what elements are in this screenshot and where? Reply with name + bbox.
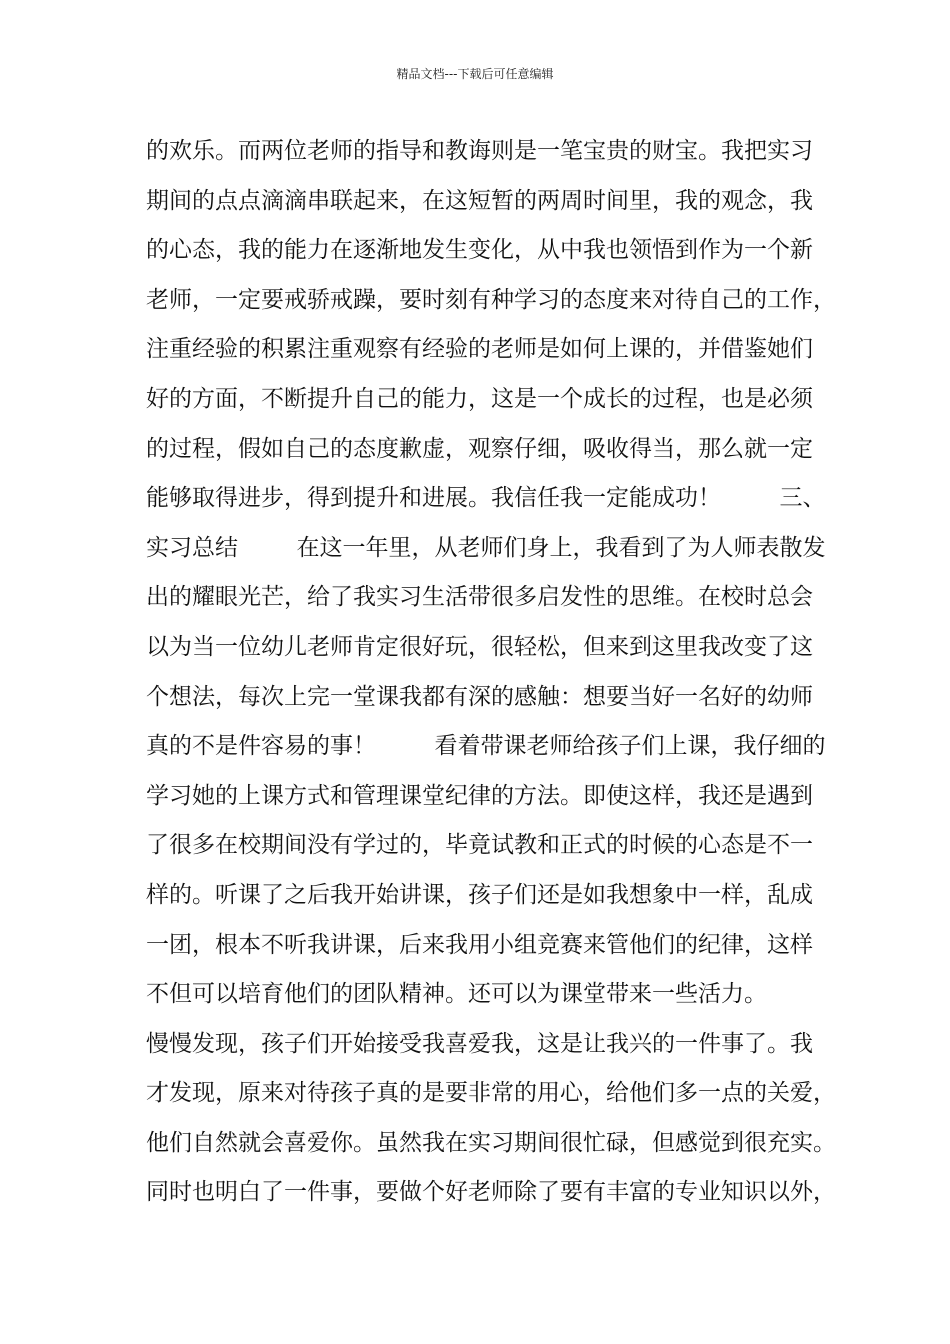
text-line: 实习总结 在这一年里，从老师们身上，我看到了为人师表散发 bbox=[146, 534, 826, 561]
text-line: 样的。听课了之后我开始讲课，孩子们还是如我想象中一样，乱成 bbox=[146, 881, 813, 908]
text-line: 慢慢发现，孩子们开始接受我喜爱我，这是让我兴的一件事了。我 bbox=[146, 1030, 813, 1057]
text-line: 老师，一定要戒骄戒躁，要时刻有种学习的态度来对待自己的工作， bbox=[146, 286, 836, 313]
text-line: 真的不是件容易的事！ 看着带课老师给孩子们上课，我仔细的 bbox=[146, 733, 826, 760]
text-line: 个想法，每次上完一堂课我都有深的感触：想要当好一名好的幼师 bbox=[146, 683, 813, 710]
text-line: 学习她的上课方式和管理课堂纪律的方法。即使这样，我还是遇到 bbox=[146, 782, 813, 809]
text-line: 了很多在校期间没有学过的，毕竟试教和正式的时候的心态是不一 bbox=[146, 832, 813, 859]
page-header: 精品文档---下载后可任意编辑 bbox=[396, 67, 554, 81]
text-line: 他们自然就会喜爱你。虽然我在实习期间很忙碌，但感觉到很充实。 bbox=[146, 1129, 836, 1156]
text-line: 的欢乐。而两位老师的指导和教诲则是一笔宝贵的财宝。我把实习 bbox=[146, 138, 813, 164]
text-line: 期间的点点滴滴串联起来，在这短暂的两周时间里，我的观念，我 bbox=[146, 187, 813, 214]
text-line: 注重经验的积累注重观察有经验的老师是如何上课的，并借鉴她们 bbox=[146, 336, 813, 363]
text-line: 出的耀眼光芒，给了我实习生活带很多启发性的思维。在校时总会 bbox=[146, 584, 813, 611]
body-text bbox=[146, 127, 836, 1218]
text-line: 的过程，假如自己的态度歉虚，观察仔细，吸收得当，那么就一定 bbox=[146, 435, 813, 462]
text-line: 不但可以培育他们的团队精神。还可以为课堂带来一些活力。 bbox=[146, 981, 767, 1008]
text-line: 的心态，我的能力在逐渐地发生变化，从中我也领悟到作为一个新 bbox=[146, 237, 813, 264]
text-line: 能够取得进步，得到提升和进展。我信任我一定能成功！ 三、 bbox=[146, 485, 826, 512]
text-line: 以为当一位幼儿老师肯定很好玩，很轻松，但来到这里我改变了这 bbox=[146, 633, 813, 660]
text-line: 才发现，原来对待孩子真的是要非常的用心，给他们多一点的关爱， bbox=[146, 1080, 836, 1107]
text-line: 一团，根本不听我讲课，后来我用小组竞赛来管他们的纪律，这样 bbox=[146, 931, 813, 958]
text-line: 同时也明白了一件事，要做个好老师除了要有丰富的专业知识以外， bbox=[146, 1179, 836, 1206]
text-line: 好的方面，不断提升自己的能力，这是一个成长的过程，也是必须 bbox=[146, 385, 813, 412]
